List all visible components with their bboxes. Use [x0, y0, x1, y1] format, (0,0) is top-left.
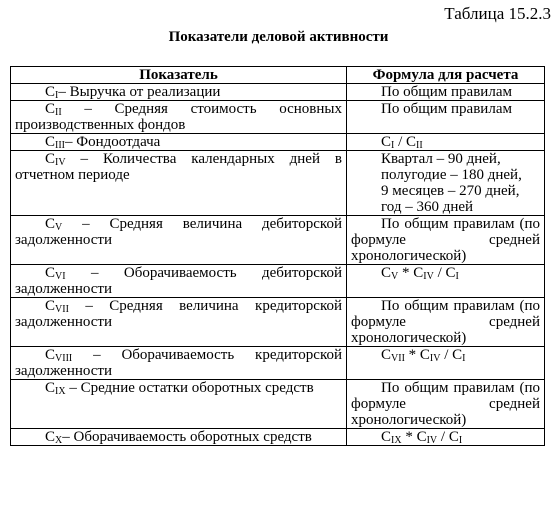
formula-cell: По общим правилам: [347, 84, 545, 101]
header-formula: Формула для расчета: [347, 67, 545, 84]
table-caption: Таблица 15.2.3: [444, 4, 551, 23]
indicator-cell: $C_I-$ Выручка от реализации: [11, 84, 347, 101]
formula-cell: $C_V * C_{IV} / C_I$: [347, 265, 545, 298]
table-row: [11, 265, 545, 298]
formula-cell: Квартал – 90 дней, полугодие – 180 дней, 9 месяцев – 270 дней, год – 360 дней: [347, 151, 545, 216]
indicators-table: [10, 66, 545, 446]
table-row: [11, 347, 545, 380]
indicator-cell: $C_{IX}$ – Средние остатки оборотных средств: [11, 380, 347, 429]
indicator-cell: $C_V$ – Средняя величина дебиторской задолженности: [11, 216, 347, 265]
indicator-cell: $C_{III}-$ Фондоотдача: [11, 134, 347, 151]
table-row: [11, 101, 545, 134]
table-row: [11, 151, 545, 216]
formula-cell: $C_{IX} * C_{IV} / C_I$: [347, 429, 545, 446]
indicator-cell: $C_{II}$ – Средняя стоимость основных производственных фондов: [11, 101, 347, 134]
indicator-cell: $C_{VI}$ – Оборачиваемость дебиторской задолженности: [11, 265, 347, 298]
table-row: [11, 84, 545, 101]
table-row: [11, 380, 545, 429]
formula-cell: По общим правилам (по формуле средней хронологической): [347, 298, 545, 347]
formula-cell: По общим правилам (по формуле средней хронологической): [347, 380, 545, 429]
header-indicator: Показатель: [11, 67, 347, 84]
table-row: [11, 134, 545, 151]
table-header-row: [11, 67, 545, 84]
indicator-cell: $C_{VIII}$ – Оборачиваемость кредиторской задолженности: [11, 347, 347, 380]
indicator-cell: $C_{VII}$ – Средняя величина кредиторской задолженности: [11, 298, 347, 347]
table-row: [11, 429, 545, 446]
formula-cell: По общим правилам: [347, 101, 545, 134]
table-row: [11, 298, 545, 347]
formula-cell: По общим правилам (по формуле средней хронологической): [347, 216, 545, 265]
page-title: Показатели деловой активности: [168, 29, 389, 45]
table-row: [11, 216, 545, 265]
indicator-cell: $C_X-$ Оборачиваемость оборотных средств: [11, 429, 347, 446]
formula-cell: $C_{VII} * C_{IV} / C_I$: [347, 347, 545, 380]
formula-cell: $C_I / C_{II}$: [347, 134, 545, 151]
indicator-cell: $C_{IV}$ – Количества календарных дней в отчетном периоде: [11, 151, 347, 216]
